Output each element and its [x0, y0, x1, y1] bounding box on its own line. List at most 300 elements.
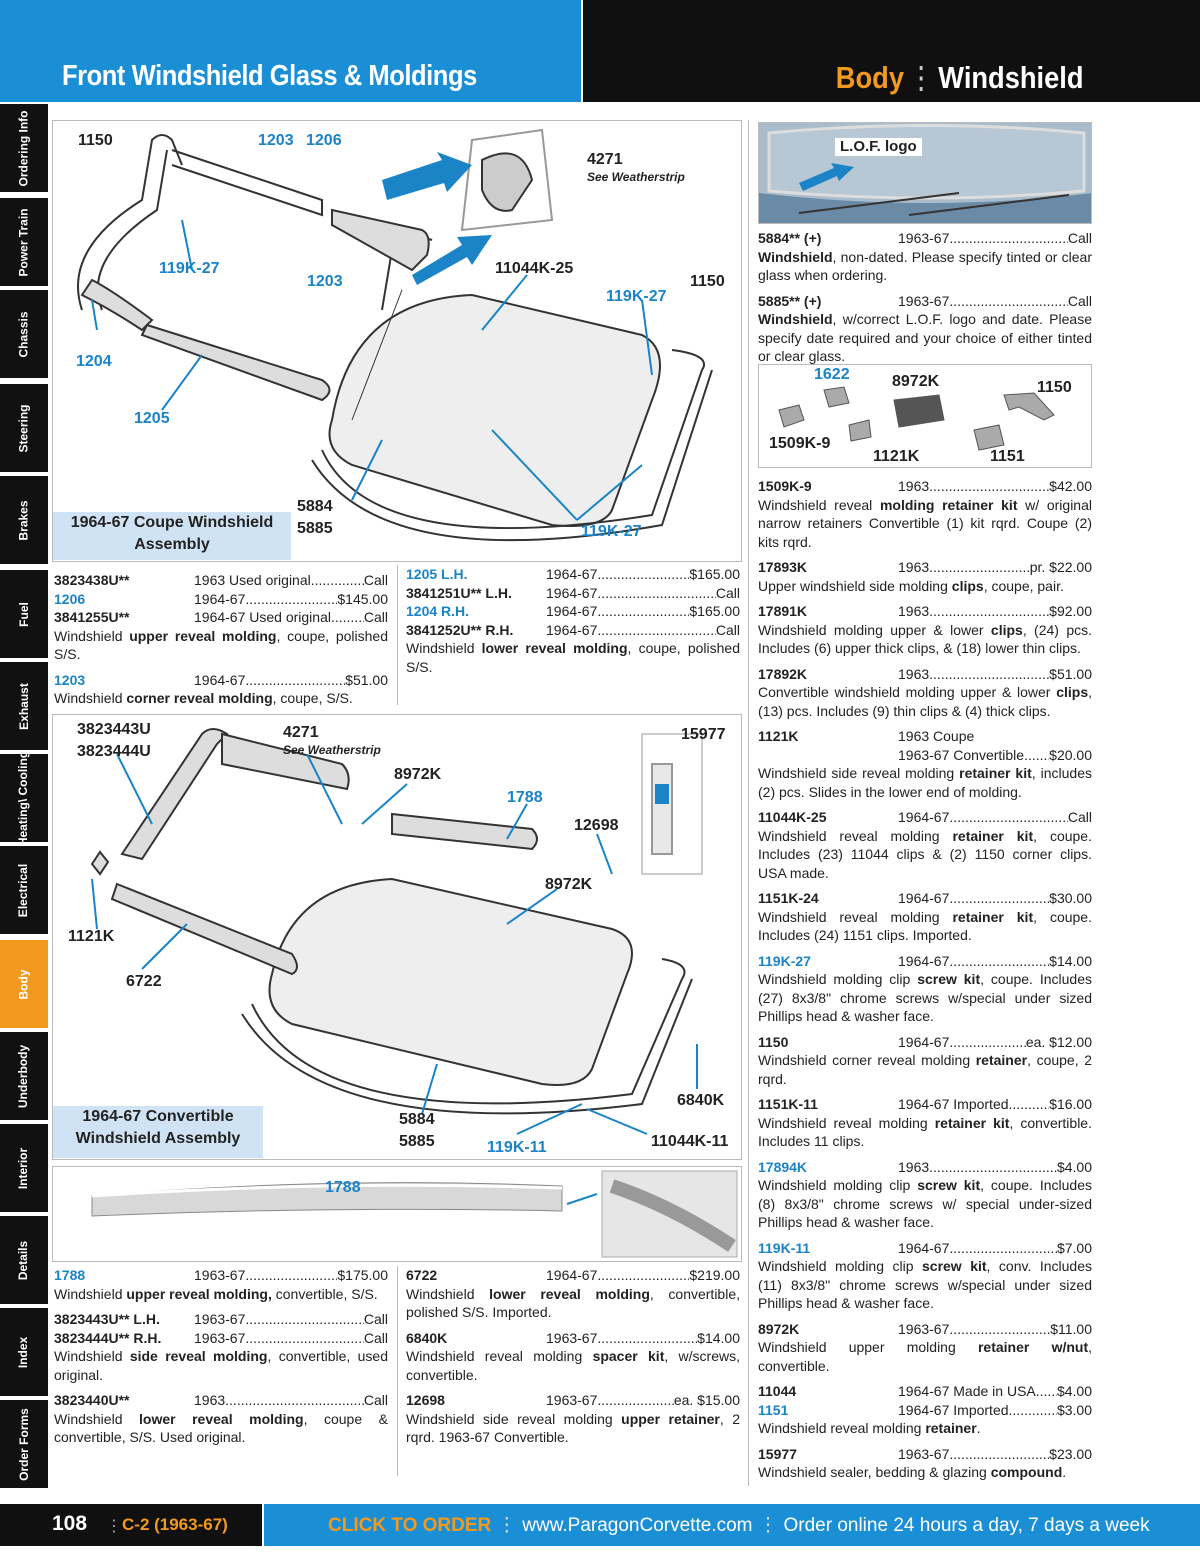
description-keyword: upper retainer: [621, 1410, 720, 1427]
entry-description: [54, 627, 388, 664]
entry-description: [758, 1257, 1092, 1313]
click-to-order-link[interactable]: CLICK TO ORDER: [328, 1515, 492, 1536]
part-number[interactable]: 3823438U**: [54, 572, 130, 588]
sidebar-item-label: Order Forms: [16, 1407, 31, 1481]
description-text: Windshield corner reveal molding: [758, 1052, 976, 1068]
catalog-entry: [758, 952, 1092, 1026]
sidebar-item[interactable]: [0, 198, 48, 288]
leader-dots: [929, 602, 1049, 621]
sidebar-item-label: Index: [16, 1336, 31, 1368]
price: Call: [1067, 292, 1092, 309]
leader-dots: [929, 477, 1049, 496]
description-text: , coupe. Includes (27) 8x3/8" chrome screws w/special under sized Phillips head & washer face.: [758, 971, 1092, 1024]
price: $11.00: [1050, 1320, 1092, 1337]
description-keyword: upper reveal molding: [129, 627, 277, 644]
year-range: 1963-67: [898, 1320, 950, 1337]
clips-photo: [758, 364, 1092, 468]
description-keyword: side reveal molding: [129, 1348, 268, 1364]
leader-dots: [597, 565, 689, 584]
sidebar-item-label: Fuel: [16, 601, 31, 627]
part-callout: 5885: [399, 1133, 435, 1150]
part-number[interactable]: 6722: [406, 1267, 438, 1283]
price-row: [758, 1239, 1092, 1258]
column-divider: [397, 565, 398, 705]
part-callout: 1150: [1037, 379, 1072, 396]
price: Call: [363, 572, 388, 588]
sidebar-item-label: Underbody: [16, 1044, 31, 1108]
description-keyword: retainer kit: [952, 827, 1034, 844]
year-range: 1963: [898, 559, 930, 575]
year-range: 1963-67 Convertible: [898, 746, 1025, 763]
part-callout: 119K-27: [581, 523, 642, 540]
convertible-mid-entries: [406, 1266, 740, 1454]
part-callout: 15977: [681, 726, 726, 743]
sidebar-item[interactable]: [0, 384, 48, 474]
part-number[interactable]: 1205 L.H.: [406, 566, 468, 582]
leader-dots: [949, 889, 1049, 908]
part-number[interactable]: 119K-27: [758, 952, 811, 969]
sidebar-item-label: Steering: [16, 403, 31, 453]
footer: [0, 1504, 1200, 1558]
part-number[interactable]: 12698: [406, 1392, 445, 1408]
entry-description: [758, 683, 1092, 720]
part-callout: 1204: [76, 353, 112, 370]
part-number[interactable]: 1150: [758, 1033, 789, 1050]
part-number[interactable]: 1788: [54, 1267, 86, 1283]
description-text: w/ original narrow retainers Convertible (1) kit rqrd. Coupe (2) kits rqrd.: [758, 496, 1092, 550]
year-range: 1963: [898, 1158, 930, 1175]
part-callout: 1151: [990, 448, 1025, 465]
part-number[interactable]: 17891K: [758, 603, 808, 619]
page-title: Front Windshield Glass & Moldings: [62, 60, 477, 92]
catalog-entry: [758, 477, 1092, 551]
catalog-entry: [758, 1033, 1092, 1089]
part-callout: 1121K: [68, 928, 115, 945]
leader-dots: [949, 1239, 1057, 1258]
description-keyword: screw kit: [917, 971, 981, 987]
description-text: , coupe. Includes (23) 11044 clips & (2) 1150 corner clips. USA made.: [758, 827, 1092, 881]
price: ea. $15.00: [673, 1392, 740, 1408]
sidebar-item-label: Exhaust: [16, 682, 31, 730]
price: $7.00: [1056, 1239, 1092, 1256]
description-keyword: screw kit: [922, 1258, 987, 1274]
description-keyword: retainer: [975, 1052, 1028, 1068]
part-callout: 1150: [690, 273, 725, 290]
description-text: Windshield molding upper & lower: [758, 621, 991, 638]
part-callout: 1788: [507, 789, 543, 806]
part-number[interactable]: 11044: [758, 1383, 797, 1399]
entry-description: [758, 970, 1092, 1026]
coupe-mid-entries: [406, 565, 740, 683]
entry-description: [758, 1051, 1092, 1088]
price-row: [758, 1445, 1092, 1464]
year-range: 1964-67: [546, 1267, 598, 1283]
price: $14.00: [1049, 952, 1092, 969]
price: $92.00: [1049, 603, 1092, 619]
part-callout: 119K-27: [606, 288, 667, 305]
year-range: 1963: [898, 665, 930, 682]
part-number[interactable]: 1203: [54, 671, 86, 688]
part-callout: 4271: [587, 151, 623, 168]
part-callout: 119K-11: [487, 1139, 547, 1156]
year-range: 1964-67: [546, 603, 598, 619]
description-keyword: retainer kit: [934, 1114, 1010, 1131]
year-range: 1963 Coupe: [898, 728, 975, 744]
description-keyword: spacer kit: [592, 1348, 665, 1364]
price-row: [406, 1329, 740, 1348]
sidebar-item-label: Interior: [16, 1147, 31, 1189]
year-range: 1964-67: [898, 890, 950, 906]
description-text: Windshield: [54, 627, 130, 644]
price: $51.00: [345, 671, 388, 688]
sidebar-item[interactable]: [0, 750, 48, 846]
footer-sep-icon-2: ⋮: [758, 1515, 778, 1536]
year-range: 1963 Used original: [194, 572, 311, 588]
see-weatherstrip-note-2: See Weatherstrip: [283, 743, 381, 757]
leader-dots: [597, 621, 715, 640]
description-text: Windshield reveal molding: [758, 1114, 935, 1131]
description-text: , coupe, pair.: [983, 577, 1064, 594]
description-text: , non-dated. Please specify tinted or clear glass when ordering.: [758, 248, 1092, 283]
entry-description: [54, 1347, 388, 1384]
price-row: [406, 1266, 740, 1285]
leader-dots: [245, 1329, 363, 1348]
description-text: Windshield molding clip: [758, 971, 918, 987]
description-text: , convertible, used original.: [54, 1348, 388, 1383]
part-callout: 1203: [258, 132, 294, 149]
sidebar-item[interactable]: [0, 940, 48, 1030]
entry-description: [758, 1338, 1092, 1375]
sidebar-item[interactable]: [0, 290, 48, 380]
description-text: Windshield molding clip: [758, 1177, 918, 1193]
price-row: [758, 889, 1092, 908]
catalog-entry: [54, 1310, 388, 1384]
price-row: [406, 621, 740, 640]
entry-description: [758, 248, 1092, 285]
price-row: [406, 602, 740, 621]
description-text: Windshield: [54, 1285, 127, 1302]
sidebar-item[interactable]: [0, 1032, 48, 1122]
part-number[interactable]: 1151: [758, 1401, 789, 1418]
part-number[interactable]: 1151K-24: [758, 890, 819, 906]
part-number[interactable]: 1121K: [758, 728, 799, 744]
part-number[interactable]: 11044K-25: [758, 809, 827, 825]
description-keyword: lower reveal molding: [489, 1285, 650, 1302]
catalog-entry: [758, 808, 1092, 882]
description-keyword: retainer kit: [959, 765, 1032, 781]
price: $3.00: [1056, 1401, 1092, 1418]
windshield-photo-art: [759, 123, 1092, 224]
description-keyword: compound: [990, 1464, 1063, 1480]
price: $16.00: [1049, 1096, 1092, 1112]
part-number[interactable]: 5885** (+): [758, 292, 822, 309]
price-row: [758, 229, 1092, 248]
website-link[interactable]: www.ParagonCorvette.com: [522, 1515, 753, 1536]
price: Call: [363, 609, 388, 625]
part-callout: 12698: [574, 817, 619, 834]
entry-description: [406, 639, 740, 676]
year-range: 1964-67: [194, 671, 246, 688]
catalog-entry: [758, 727, 1092, 801]
year-range: 1963-67: [194, 1329, 246, 1346]
column-divider-3: [748, 120, 749, 1486]
price: $30.00: [1049, 890, 1092, 906]
sidebar-item[interactable]: [0, 1124, 48, 1214]
year-range: 1963-67: [546, 1392, 598, 1408]
description-text: Windshield: [406, 640, 482, 656]
part-number[interactable]: 1151K-11: [758, 1096, 818, 1112]
year-range: 1964-67: [546, 566, 598, 582]
entry-description: [758, 1176, 1092, 1232]
part-callout: 11044K-25: [495, 260, 574, 277]
part-number[interactable]: 3823444U** R.H.: [54, 1329, 162, 1346]
year-range: 1963-67: [898, 1445, 950, 1462]
leader-dots: [331, 608, 364, 627]
price: $165.00: [689, 566, 740, 582]
leader-dots: [949, 229, 1067, 248]
entry-description: [758, 310, 1092, 366]
price: Call: [715, 621, 740, 638]
part-callout: 5884: [399, 1111, 435, 1128]
leader-dots: [245, 671, 345, 690]
price: $4.00: [1056, 1158, 1092, 1175]
sidebar-item-label: Heating\ Cooling: [16, 750, 31, 846]
description-text: Windshield reveal: [758, 496, 880, 513]
entry-description: [54, 1285, 388, 1304]
description-text: Windshield: [54, 1410, 140, 1427]
leader-dots: [929, 665, 1049, 684]
price-row: [54, 1266, 388, 1285]
description-text: , w/screws, convertible.: [406, 1348, 741, 1383]
sidebar-item-label: Body: [16, 969, 31, 999]
footer-cta: [328, 1514, 1150, 1537]
leader-dots: [1009, 1095, 1050, 1114]
catalog-entry: [758, 1445, 1092, 1482]
catalog-entry: [758, 229, 1092, 285]
leader-dots: [929, 1158, 1057, 1177]
description-text: , coupe, polished S/S.: [406, 640, 741, 675]
sidebar-item[interactable]: [0, 662, 48, 752]
price: Call: [363, 1311, 388, 1327]
part-number[interactable]: 3841251U** L.H.: [406, 584, 512, 601]
catalog-entry: [758, 1158, 1092, 1232]
entry-description: [758, 827, 1092, 883]
part-callout: 8972K: [545, 876, 593, 893]
description-text: Windshield reveal molding: [758, 1420, 926, 1436]
part-number[interactable]: 1206: [54, 590, 86, 607]
catalog-entry: [54, 671, 388, 708]
coupe-caption: 1964-67 Coupe Windshield Assembly: [53, 512, 291, 560]
part-number[interactable]: 8972K: [758, 1320, 800, 1337]
leader-dots: [949, 808, 1067, 827]
catalog-entry: [758, 292, 1092, 366]
leader-dots: [1036, 1382, 1057, 1401]
price-row: [54, 608, 388, 627]
part-number[interactable]: 5884** (+): [758, 230, 822, 246]
description-text: , (13) pcs. Includes (9) thin clips & (4) thick clips.: [758, 684, 1092, 719]
year-range: 1963: [898, 478, 930, 494]
sidebar-item[interactable]: [0, 1308, 48, 1398]
sidebar-item-label: Details: [16, 1240, 31, 1280]
part-number[interactable]: 3823443U** L.H.: [54, 1311, 160, 1327]
part-number[interactable]: 3841255U**: [54, 609, 130, 625]
price-row: [758, 602, 1092, 621]
page-number: 108: [52, 1512, 88, 1535]
description-text: , coupe & convertible, S/S. Used original.: [54, 1410, 388, 1445]
price: Call: [1067, 809, 1092, 825]
description-text: Windshield upper molding: [758, 1339, 978, 1355]
price-row: [406, 565, 740, 584]
part-number[interactable]: 17894K: [758, 1158, 808, 1175]
description-keyword: corner reveal molding: [126, 690, 273, 706]
year-range: 1963-67: [194, 1267, 246, 1283]
year-range: 1964-67: [546, 621, 598, 638]
price-row: [54, 1329, 388, 1348]
coupe-windshield-illustration: [52, 120, 742, 562]
convertible-left-entries: [54, 1266, 388, 1454]
part-number[interactable]: [758, 746, 898, 765]
sidebar-item[interactable]: [0, 104, 48, 194]
price-row: [758, 477, 1092, 496]
entry-description: [758, 1419, 1092, 1438]
catalog-entry: [758, 1382, 1092, 1438]
description-text: , 2 rqrd. 1963-67 Convertible.: [406, 1410, 741, 1445]
sidebar-item[interactable]: [0, 476, 48, 566]
year-range: 1964-67: [546, 584, 598, 601]
description-text: , (24) pcs. Includes (6) upper thick clips, & (18) lower thin clips.: [758, 621, 1092, 656]
price: $219.00: [689, 1267, 740, 1283]
lof-logo-label: L.O.F. logo: [835, 138, 922, 156]
sidebar-item-label: Chassis: [16, 310, 31, 358]
entry-description: [406, 1410, 740, 1447]
sidebar-item-label: Power Train: [16, 207, 31, 277]
entry-description: [758, 764, 1092, 801]
sidebar-item[interactable]: [0, 570, 48, 660]
description-keyword: lower reveal molding: [139, 1410, 304, 1427]
part-callout: 1509K-9: [769, 435, 831, 452]
catalog-entry: [758, 558, 1092, 595]
description-text: , coupe. Includes (24) 1151 clips. Imported.: [758, 908, 1092, 943]
catalog-entry: [406, 1391, 740, 1447]
sidebar-item-label: Electrical: [16, 863, 31, 917]
year-range: 1964-67 Made in USA: [898, 1383, 1036, 1399]
price-row: [54, 590, 388, 609]
part-number[interactable]: 3841252U** R.H.: [406, 621, 514, 638]
catalog-code: C-2 (1963-67): [122, 1515, 228, 1534]
description-text: Windshield side reveal molding: [758, 765, 960, 781]
part-number[interactable]: 119K-11: [758, 1239, 811, 1256]
description-text: , includes (2) pcs. Slides in the lower end of molding.: [758, 765, 1092, 800]
year-range: 1963-67: [546, 1329, 598, 1346]
part-number[interactable]: 17892K: [758, 665, 808, 682]
year-range: 1964-67 Imported: [898, 1401, 1009, 1418]
part-callout: 1206: [306, 132, 342, 149]
year-range: 1963: [194, 1392, 226, 1408]
part-number[interactable]: 1204 R.H.: [406, 603, 470, 619]
price-row: [758, 746, 1092, 765]
part-callout: 11044K-11: [651, 1133, 729, 1150]
description-keyword: clips: [990, 621, 1023, 638]
price-row: [758, 808, 1092, 827]
price: $175.00: [337, 1267, 388, 1283]
description-text: convertible, S/S.: [271, 1285, 378, 1302]
catalog-entry: [406, 1266, 740, 1322]
description-text: Convertible windshield molding upper & lower: [758, 684, 1057, 700]
entry-description: [406, 1285, 740, 1322]
separator-icon: ⋮: [907, 60, 936, 95]
sidebar-item-label: Brakes: [16, 499, 31, 541]
entry-description: [758, 908, 1092, 945]
price-row: [758, 952, 1092, 971]
leader-dots: [597, 1266, 689, 1285]
year-range: 1963-67: [898, 292, 950, 309]
part-callout: 119K-27: [159, 260, 220, 277]
entry-description: [758, 621, 1092, 658]
price: Call: [363, 1392, 388, 1408]
part-number[interactable]: 1509K-9: [758, 478, 812, 494]
description-text: Windshield molding clip: [758, 1258, 922, 1274]
part-callout: 1205: [134, 410, 170, 427]
windshield-photo: [758, 122, 1092, 224]
description-text: , convertible.: [758, 1339, 1092, 1374]
sidebar-item[interactable]: [0, 1216, 48, 1306]
year-range: 1964-67: [194, 590, 246, 607]
catalog-entry: [54, 571, 388, 664]
leader-dots: [949, 292, 1067, 311]
description-keyword: clips: [951, 577, 984, 594]
year-range: 1964-67: [898, 1239, 950, 1256]
description-keyword: retainer w/nut: [977, 1339, 1089, 1355]
subsection-name: Windshield: [938, 60, 1084, 95]
description-text: , coupe. Includes (8) 8x3/8" chrome screws w/ special under-sized Phillips head & washer face.: [758, 1177, 1092, 1230]
price-row: [54, 571, 388, 590]
description-text: Windshield reveal molding: [758, 908, 953, 925]
part-number[interactable]: 17893K: [758, 559, 808, 575]
leader-dots: [245, 1310, 363, 1329]
catalog-entry: [406, 1329, 740, 1385]
catalog-entry: [54, 1266, 388, 1303]
price-row: [406, 1391, 740, 1410]
entry-description: [758, 1114, 1092, 1151]
leader-dots: [949, 1320, 1050, 1339]
description-keyword: screw kit: [917, 1177, 981, 1193]
leader-dots: [949, 1033, 1025, 1052]
price: Call: [1067, 230, 1092, 246]
description-keyword: molding retainer kit: [879, 496, 1018, 513]
part-callout: 1203: [307, 273, 343, 290]
description-keyword: retainer: [925, 1420, 977, 1436]
part-number[interactable]: 6840K: [406, 1329, 448, 1346]
price: $14.00: [697, 1329, 740, 1346]
leader-dots: [311, 571, 364, 590]
sidebar-item[interactable]: [0, 846, 48, 936]
description-text: Windshield sealer, bedding & glazing: [758, 1464, 991, 1480]
part-callout: 1121K: [873, 448, 920, 465]
part-number[interactable]: 15977: [758, 1445, 797, 1462]
part-number[interactable]: 3823440U**: [54, 1392, 130, 1408]
catalog-entry: [758, 602, 1092, 658]
description-keyword: upper reveal molding,: [126, 1285, 272, 1302]
catalog-entry: [758, 1239, 1092, 1313]
price-row: [758, 558, 1092, 577]
part-callout: 8972K: [394, 766, 442, 783]
description-text: , coupe, 2 rqrd.: [758, 1052, 1092, 1087]
price-row: [54, 1310, 388, 1329]
sidebar-item[interactable]: [0, 1400, 48, 1490]
description-text: .: [1062, 1464, 1067, 1480]
part-callout: 4271: [283, 724, 319, 741]
part-callout: 8972K: [892, 373, 940, 390]
